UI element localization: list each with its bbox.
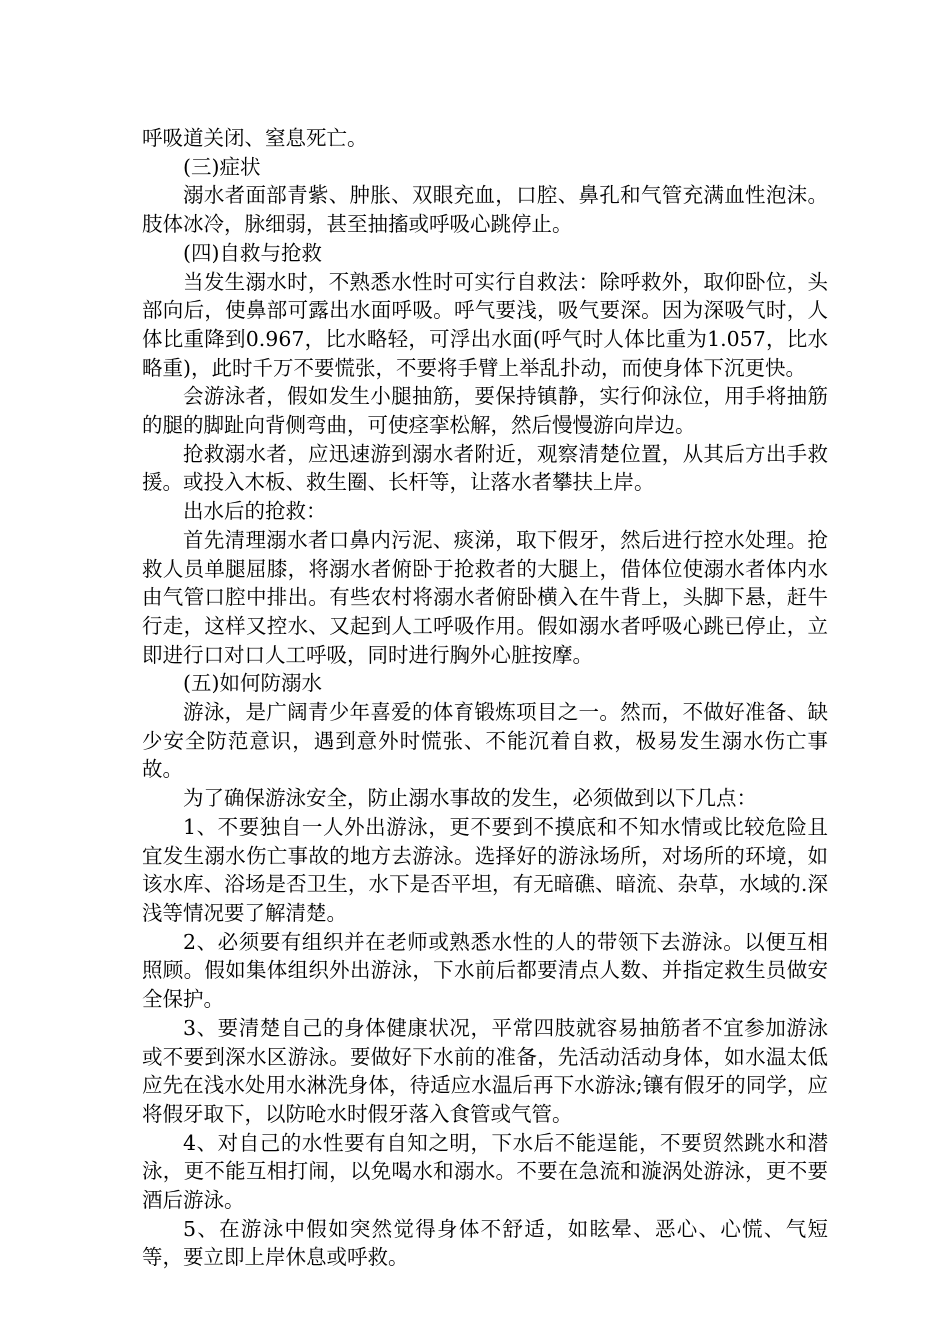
paragraph-swimming-intro: 游泳，是广阔青少年喜爱的体育锻炼项目之一。然而，不做好准备、缺少安全防范意识，遇到意外时慌张、不能沉着自救，极易发生溺水伤亡事故。 — [142, 700, 828, 782]
paragraph-safety-points: 为了确保游泳安全，防止溺水事故的发生，必须做到以下几点： — [183, 786, 757, 811]
list-item-5: 5、在游泳中假如突然觉得身体不舒适，如眩晕、恶心、心慌、气短等，要立即上岸休息或呼救。 — [142, 1216, 828, 1270]
paragraph-rescue-others: 抢救溺水者，应迅速游到溺水者附近，观察清楚位置，从其后方出手救援。或投入木板、救生圈、长杆等，让落水者攀扶上岸。 — [142, 441, 828, 495]
heading-self-rescue: (四)自救与抢救 — [183, 240, 322, 265]
list-item-3: 3、要清楚自己的身体健康状况，平常四肢就容易抽筋者不宜参加游泳或不要到深水区游泳。要做好下水前的准备，先活动活动身体，如水温太低应先在浅水处用水淋洗身体，待适应水温后再下水游泳;镶有假牙的同学，应将假牙取下，以防呛水时假牙落入食管或气管。 — [142, 1015, 828, 1126]
list-item-2: 2、必须要有组织并在老师或熟悉水性的人的带领下去游泳。以便互相照顾。假如集体组织外出游泳，下水前后都要清点人数、并指定救生员做安全保护。 — [142, 929, 828, 1012]
paragraph-breathing-closure: 呼吸道关闭、窒息死亡。 — [142, 126, 368, 150]
paragraph-cramp: 会游泳者，假如发生小腿抽筋，要保持镇静，实行仰泳位，用手将抽筋的腿的脚趾向背侧弯曲，可使痉挛松解，然后慢慢游向岸边。 — [142, 384, 828, 438]
heading-prevention: (五)如何防溺水 — [183, 671, 322, 696]
heading-symptoms: (三)症状 — [183, 154, 261, 179]
heading-after-rescue: 出水后的抢救： — [183, 499, 327, 524]
paragraph-after-rescue: 首先清理溺水者口鼻内污泥、痰涕，取下假牙，然后进行控水处理。抢救人员单腿屈膝，将溺水者俯卧于抢救者的大腿上，借体位使溺水者体内水由气管口腔中排出。有些农村将溺水者俯卧横入在牛背上，头脚下悬，赶牛行走，这样又控水、又起到人工呼吸作用。假如溺水者呼吸心跳已停止，立即进行口对口人工呼吸，同时进行胸外心脏按摩。 — [142, 527, 828, 667]
paragraph-self-rescue: 当发生溺水时，不熟悉水性时可实行自救法：除呼救外，取仰卧位，头部向后，使鼻部可露出水面呼吸。呼气要浅，吸气要深。因为深吸气时，人体比重降到0.967，比水略轻，可浮出水面(呼气时人体比重为1.057，比水略重)，此时千万不要慌张，不要将手臂上举乱扑动，而使身体下沉更快。 — [142, 269, 828, 380]
document-body — [142, 124, 828, 1272]
list-item-4: 4、对自己的水性要有自知之明，下水后不能逞能，不要贸然跳水和潜泳，更不能互相打闹，以免喝水和溺水。不要在急流和漩涡处游泳，更不要酒后游泳。 — [142, 1130, 828, 1213]
paragraph-symptoms: 溺水者面部青紫、肿胀、双眼充血，口腔、鼻孔和气管充满血性泡沫。肢体冰冷，脉细弱，甚至抽搐或呼吸心跳停止。 — [142, 183, 828, 237]
list-item-1: 1、不要独自一人外出游泳，更不要到不摸底和不知水情或比较危险且宜发生溺水伤亡事故的地方去游泳。选择好的游泳场所，对场所的环境，如该水库、浴场是否卫生，水下是否平坦，有无暗礁、暗流、杂草，水域的.深浅等情况要了解清楚。 — [142, 814, 828, 925]
